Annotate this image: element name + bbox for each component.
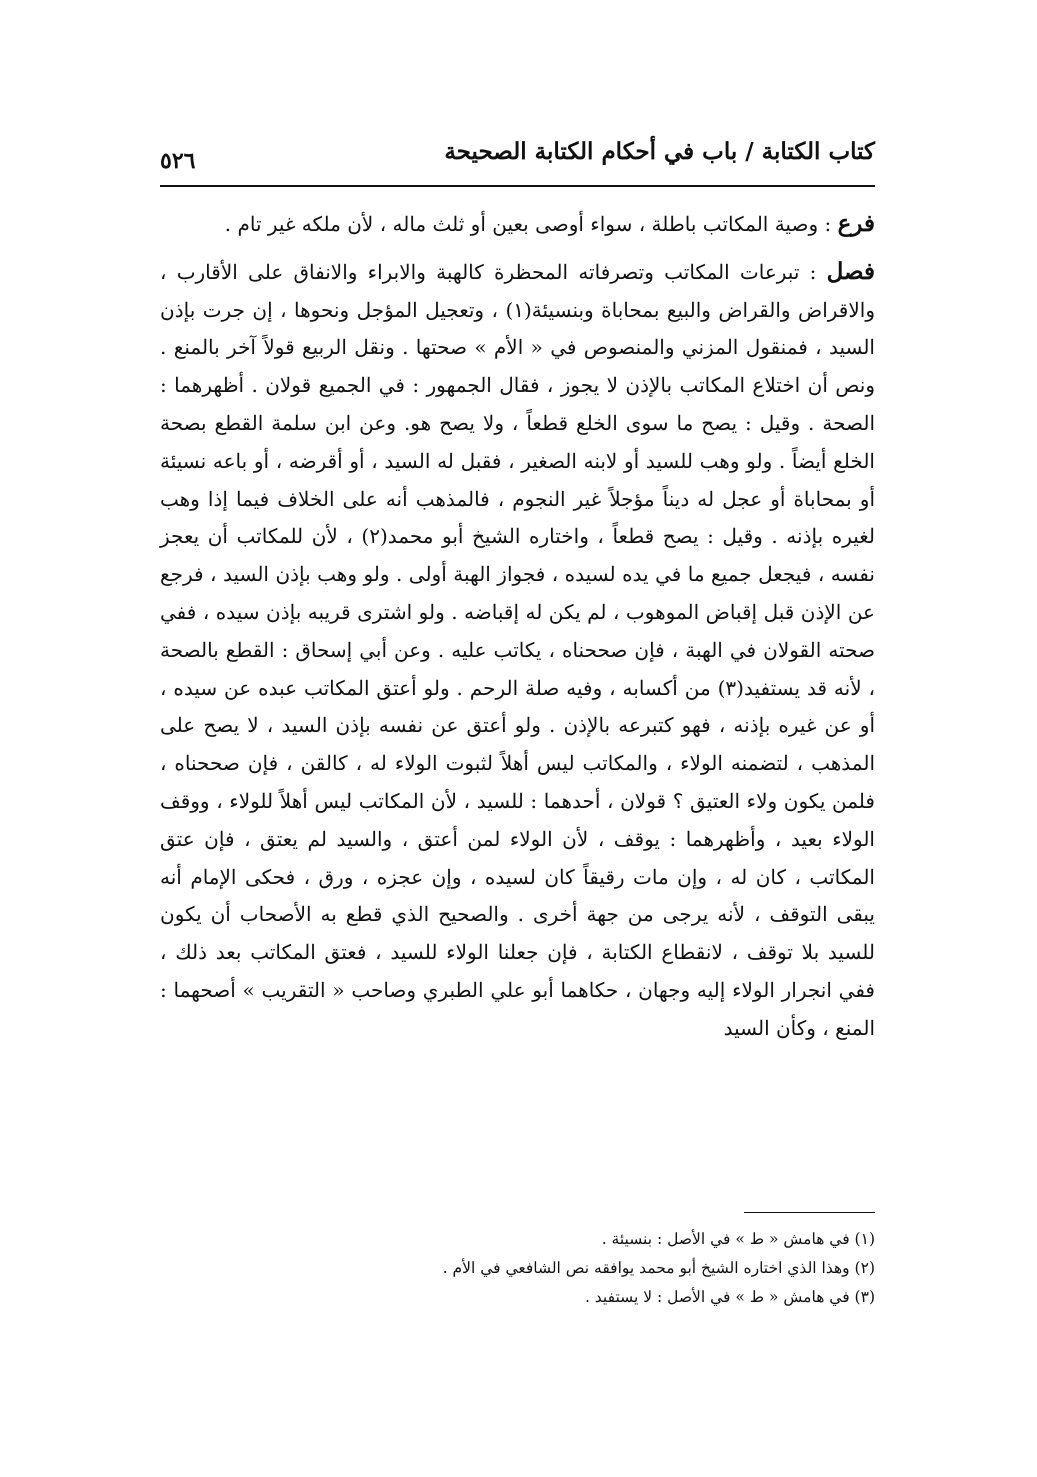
paragraph-far: [160, 205, 875, 244]
footnote-rule: [744, 1212, 875, 1213]
footnote-2: (٢) وهذا الذي اختاره الشيخ أبو محمد يوافقه نص الشافعي في الأم .: [442, 1259, 875, 1277]
paragraph-far-text: : وصية المكاتب باطلة ، سواء أوصى بعين أو ثلث ماله ، لأن ملكه غير تام .: [224, 212, 838, 236]
running-title: كتاب الكتابة / باب في أحكام الكتابة الصحيحة: [444, 138, 875, 165]
header-rule: [160, 185, 875, 187]
footnote-3: (٣) في هامش « ط » في الأصل : لا يستفيد .: [584, 1288, 875, 1306]
footnote-1: (١) في هامش « ط » في الأصل : بنسيئة .: [601, 1230, 875, 1248]
paragraph-fasl: [160, 253, 875, 1048]
paragraph-fasl-text: : تبرعات المكاتب وتصرفاته المحظرة كالهبة والابراء والانفاق على الأقارب ، والاقراض والقراض والبيع بمحاباة وبنسيئة(١) ، وتعجيل المؤجل ونحوها ، إن جرت بإذن السيد ، فمنقول المزني والمنصوص في « الأم » صحتها . ونقل الربيع قولاً آخر بالمنع . ونص أن اختلاع المكاتب بالإذن لا يجوز ، فقال الجمهور : في الجميع قولان . أظهرهما : الصحة . وقيل : يصح ما سوى الخلع قطعاً ، ولا يصح هو. وعن ابن سلمة القطع بصحة الخلع أيضاً . ولو وهب للسيد أو لابنه الصغير ، فقبل له السيد ، أو أقرضه ، أو باعه نسيئة أو بمحاباة أو عجل له ديناً مؤجلاً غير النجوم ، فالمذهب أنه على الخلاف فيما إذا وهب لغيره بإذنه . وقيل : يصح قطعاً ، واختاره الشيخ أبو محمد(٢) ، لأن للمكاتب أن يعجز نفسه ، فيجعل جميع ما في يده لسيده ، فجواز الهبة أولى . ولو وهب بإذن السيد ، فرجع عن الإذن قبل إقباض الموهوب ، لم يكن له إقباضه . ولو اشترى قريبه بإذن سيده ، ففي صحته القولان في الهبة ، فإن صححناه ، يكاتب عليه . وعن أبي إسحاق : القطع بالصحة ، لأنه قد يستفيد(٣) من أكسابه ، وفيه صلة الرحم . ولو أعتق المكاتب عبده عن سيده ، أو عن غيره بإذنه ، فهو كتبرعه بالإذن . ولو أعتق عن نفسه بإذن السيد ، لا يصح على المذهب ، لتضمنه الولاء ، والمكاتب ليس أهلاً لثبوت الولاء له ، كالقن ، فإن صححناه ، فلمن يكون ولاء العتيق ؟ قولان ، أحدهما : للسيد ، لأن المكاتب ليس أهلاً للولاء ، ووقف الولاء بعيد ، وأظهرهما : يوقف ، لأن الولاء لمن أعتق ، والسيد لم يعتق ، فإن عتق المكاتب ، كان له ، وإن مات رقيقاً كان لسيده ، وإن عجزه ، ورق ، فحكى الإمام أنه يبقى التوقف ، لأنه يرجى من جهة أخرى . والصحيح الذي قطع به الأصحاب أن يكون للسيد بلا توقف ، لانقطاع الكتابة ، فإن جعلنا الولاء للسيد ، فعتق المكاتب بعد ذلك ، ففي انجرار الولاء إليه وجهان ، حكاهما أبو علي الطبري وصاحب « التقريب » أصحهما : المنع ، وكأن السيد: [160, 259, 876, 1040]
section-lead-fasl: فصل: [826, 257, 875, 285]
page-header: [160, 138, 875, 178]
footnotes: [160, 1225, 875, 1312]
main-text: [160, 205, 875, 1048]
section-lead-far: فرع: [837, 210, 875, 237]
page-number: ٥٢٦: [160, 148, 196, 174]
